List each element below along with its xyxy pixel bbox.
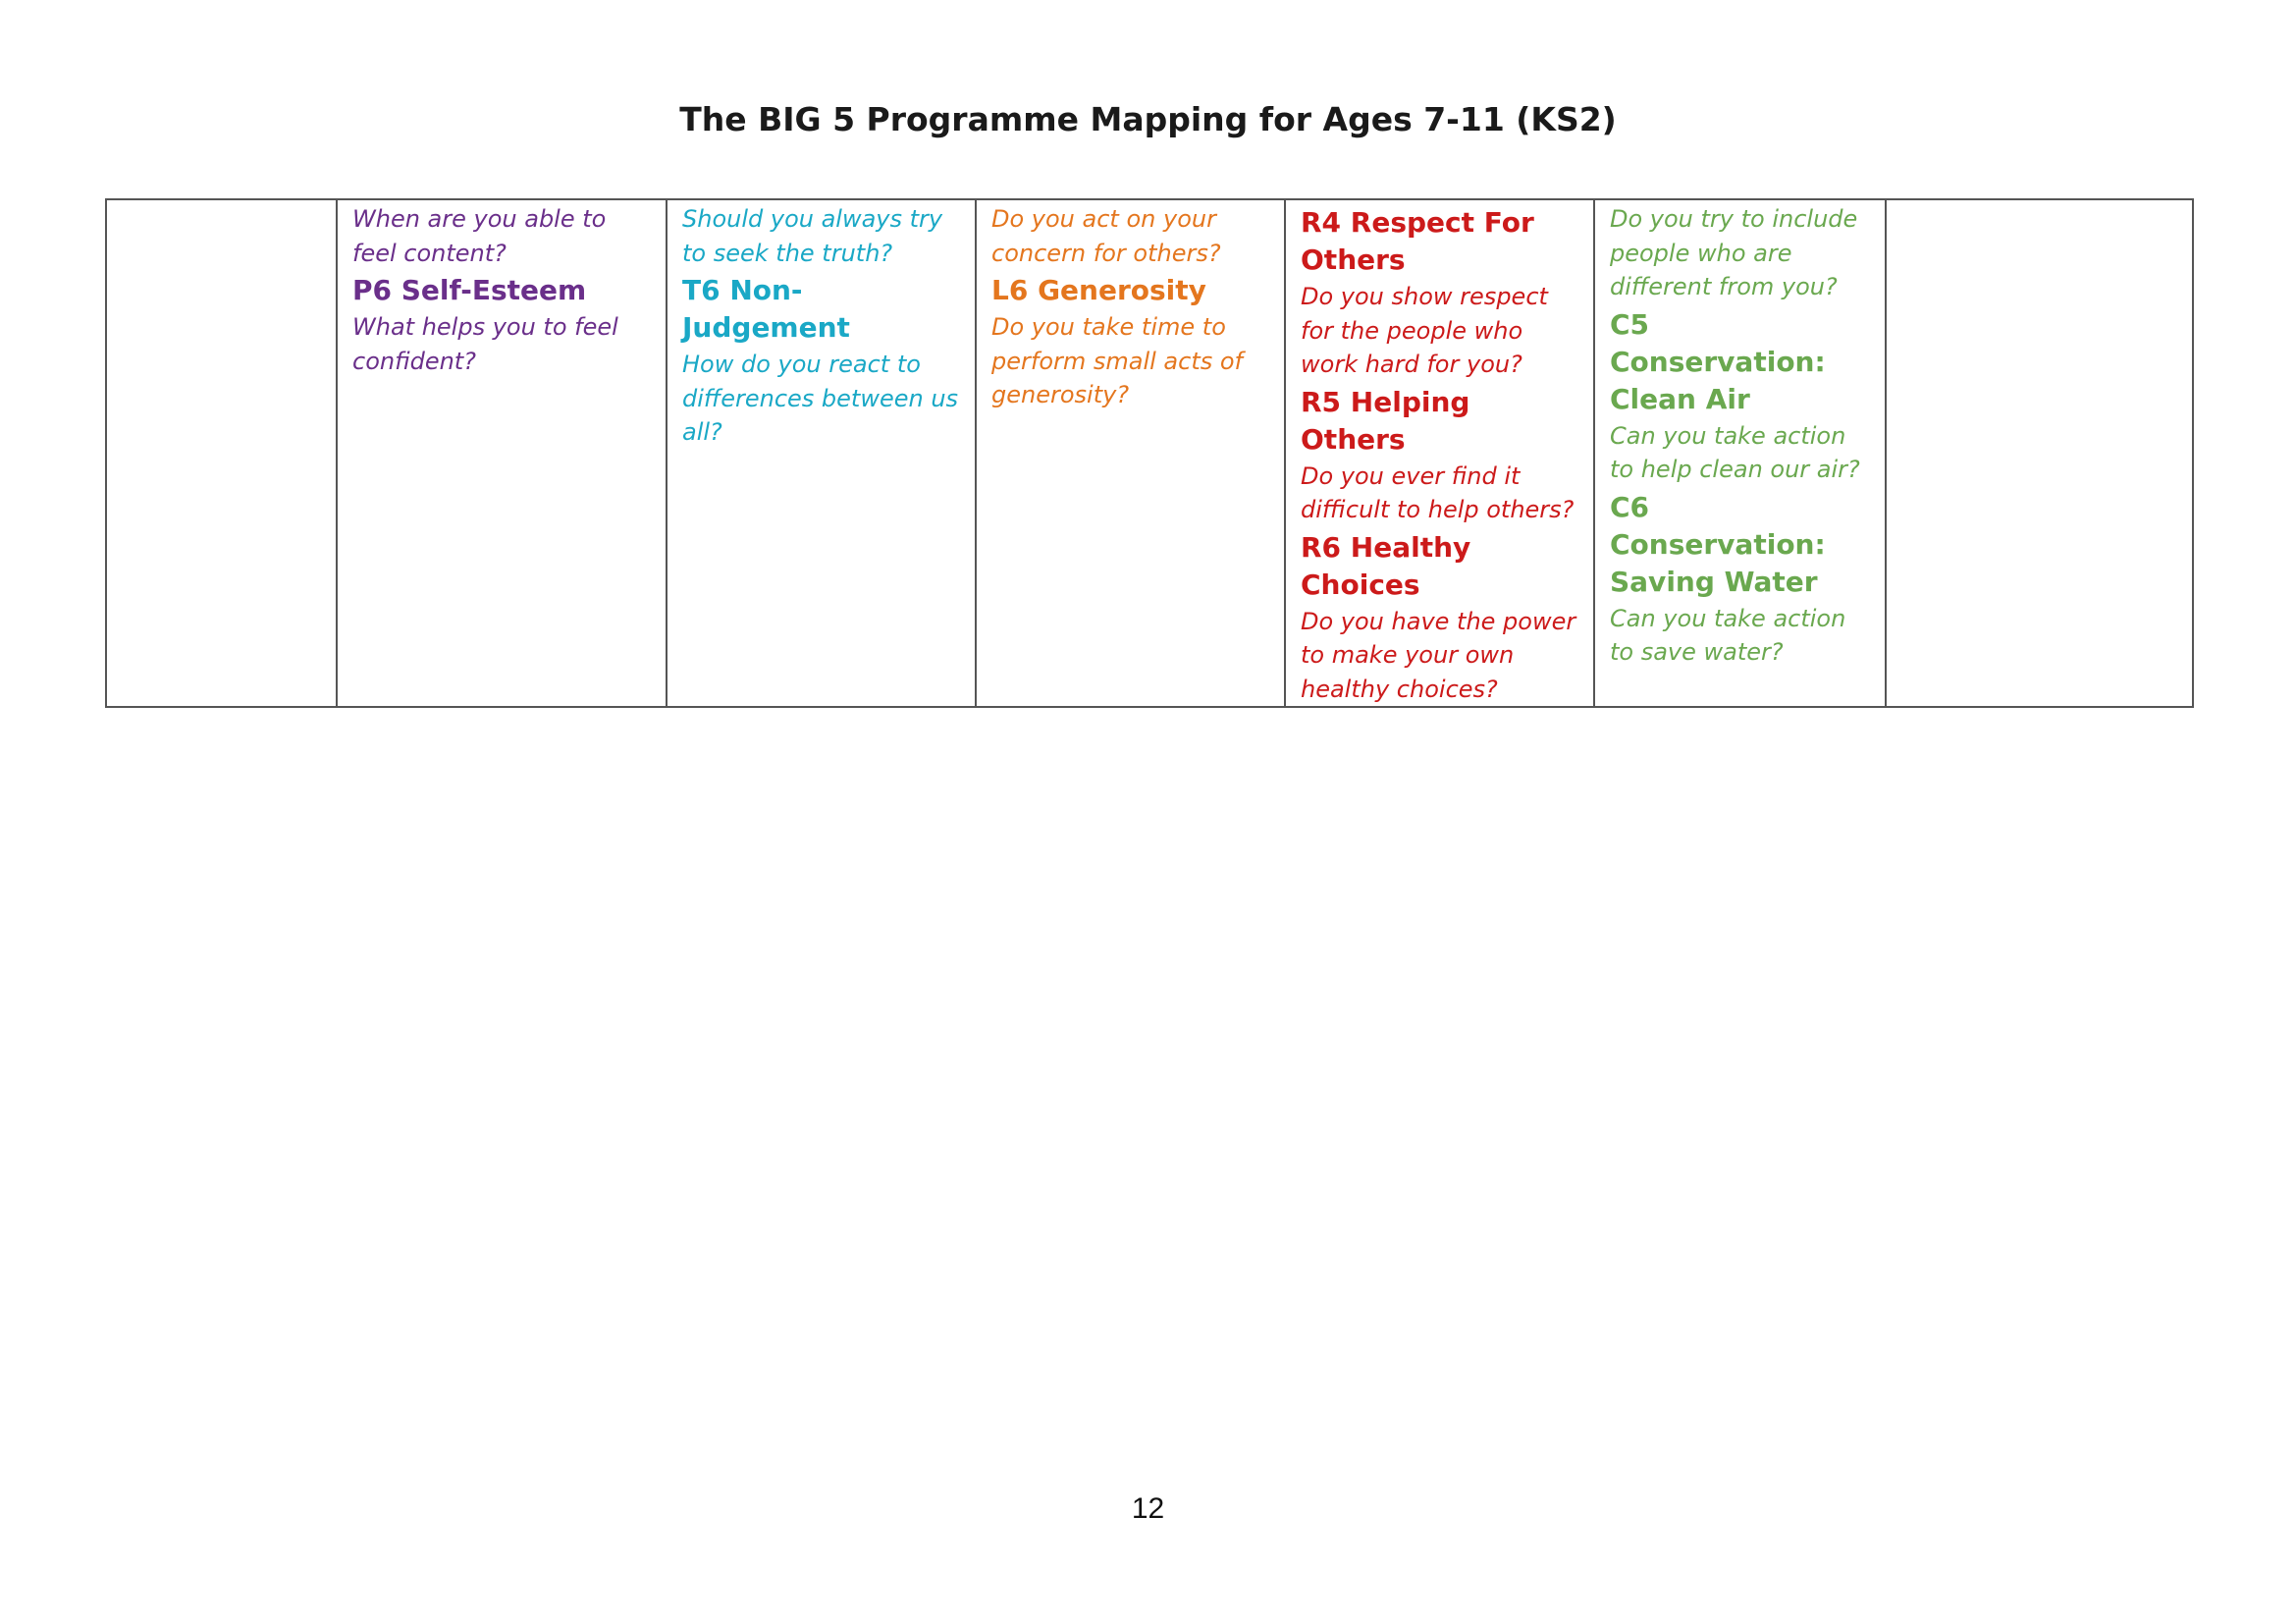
heading-l6-generosity: L6 Generosity [991, 274, 1206, 306]
page-number: 12 [1131, 1492, 1165, 1525]
question-text: Do you have the power to make your own healthy choices? [1301, 607, 1576, 703]
cell-green [1594, 199, 1886, 707]
question-text: Do you show respect for the people who work hard for you? [1301, 283, 1548, 378]
question-text: Can you take action to help clean our air? [1610, 421, 1860, 483]
question-text: Do you try to include people who are different from you? [1610, 205, 1858, 300]
cell-teal [667, 199, 976, 707]
cell-red [1285, 199, 1594, 707]
heading-r6-healthy-choices: R6 Healthy Choices [1301, 530, 1471, 601]
question-text: Do you act on your concern for others? [991, 205, 1221, 267]
question-text: When are you able to feel content? [352, 205, 607, 267]
heading-c6-saving-water: C6 Conservation: Saving Water [1610, 490, 1826, 598]
heading-r5-helping-others: R5 Helping Others [1301, 385, 1470, 456]
heading-c5-clean-air: C5 Conservation: Clean Air [1610, 307, 1826, 415]
table-row [106, 199, 2193, 707]
heading-p6-self-esteem: P6 Self-Esteem [352, 274, 587, 306]
question-text: Do you ever find it difficult to help others? [1301, 461, 1575, 523]
question-text: Do you take time to perform small acts of generosity? [991, 313, 1244, 408]
cell-purple [337, 199, 667, 707]
empty-cell-left [106, 199, 337, 707]
mapping-table [105, 198, 2194, 708]
question-text: What helps you to feel confident? [352, 313, 618, 375]
heading-r4-respect-for-others: R4 Respect For Others [1301, 206, 1534, 276]
cell-orange [976, 199, 1285, 707]
question-text: Should you always try to seek the truth? [682, 205, 943, 267]
empty-cell-right [1886, 199, 2193, 707]
heading-t6-non-judgement: T6 Non-Judgement [682, 274, 850, 344]
question-text: Can you take action to save water? [1610, 604, 1846, 666]
page-title: The BIG 5 Programme Mapping for Ages 7-11 (KS2) [679, 100, 1617, 138]
question-text: How do you react to differences between us all? [682, 351, 959, 446]
